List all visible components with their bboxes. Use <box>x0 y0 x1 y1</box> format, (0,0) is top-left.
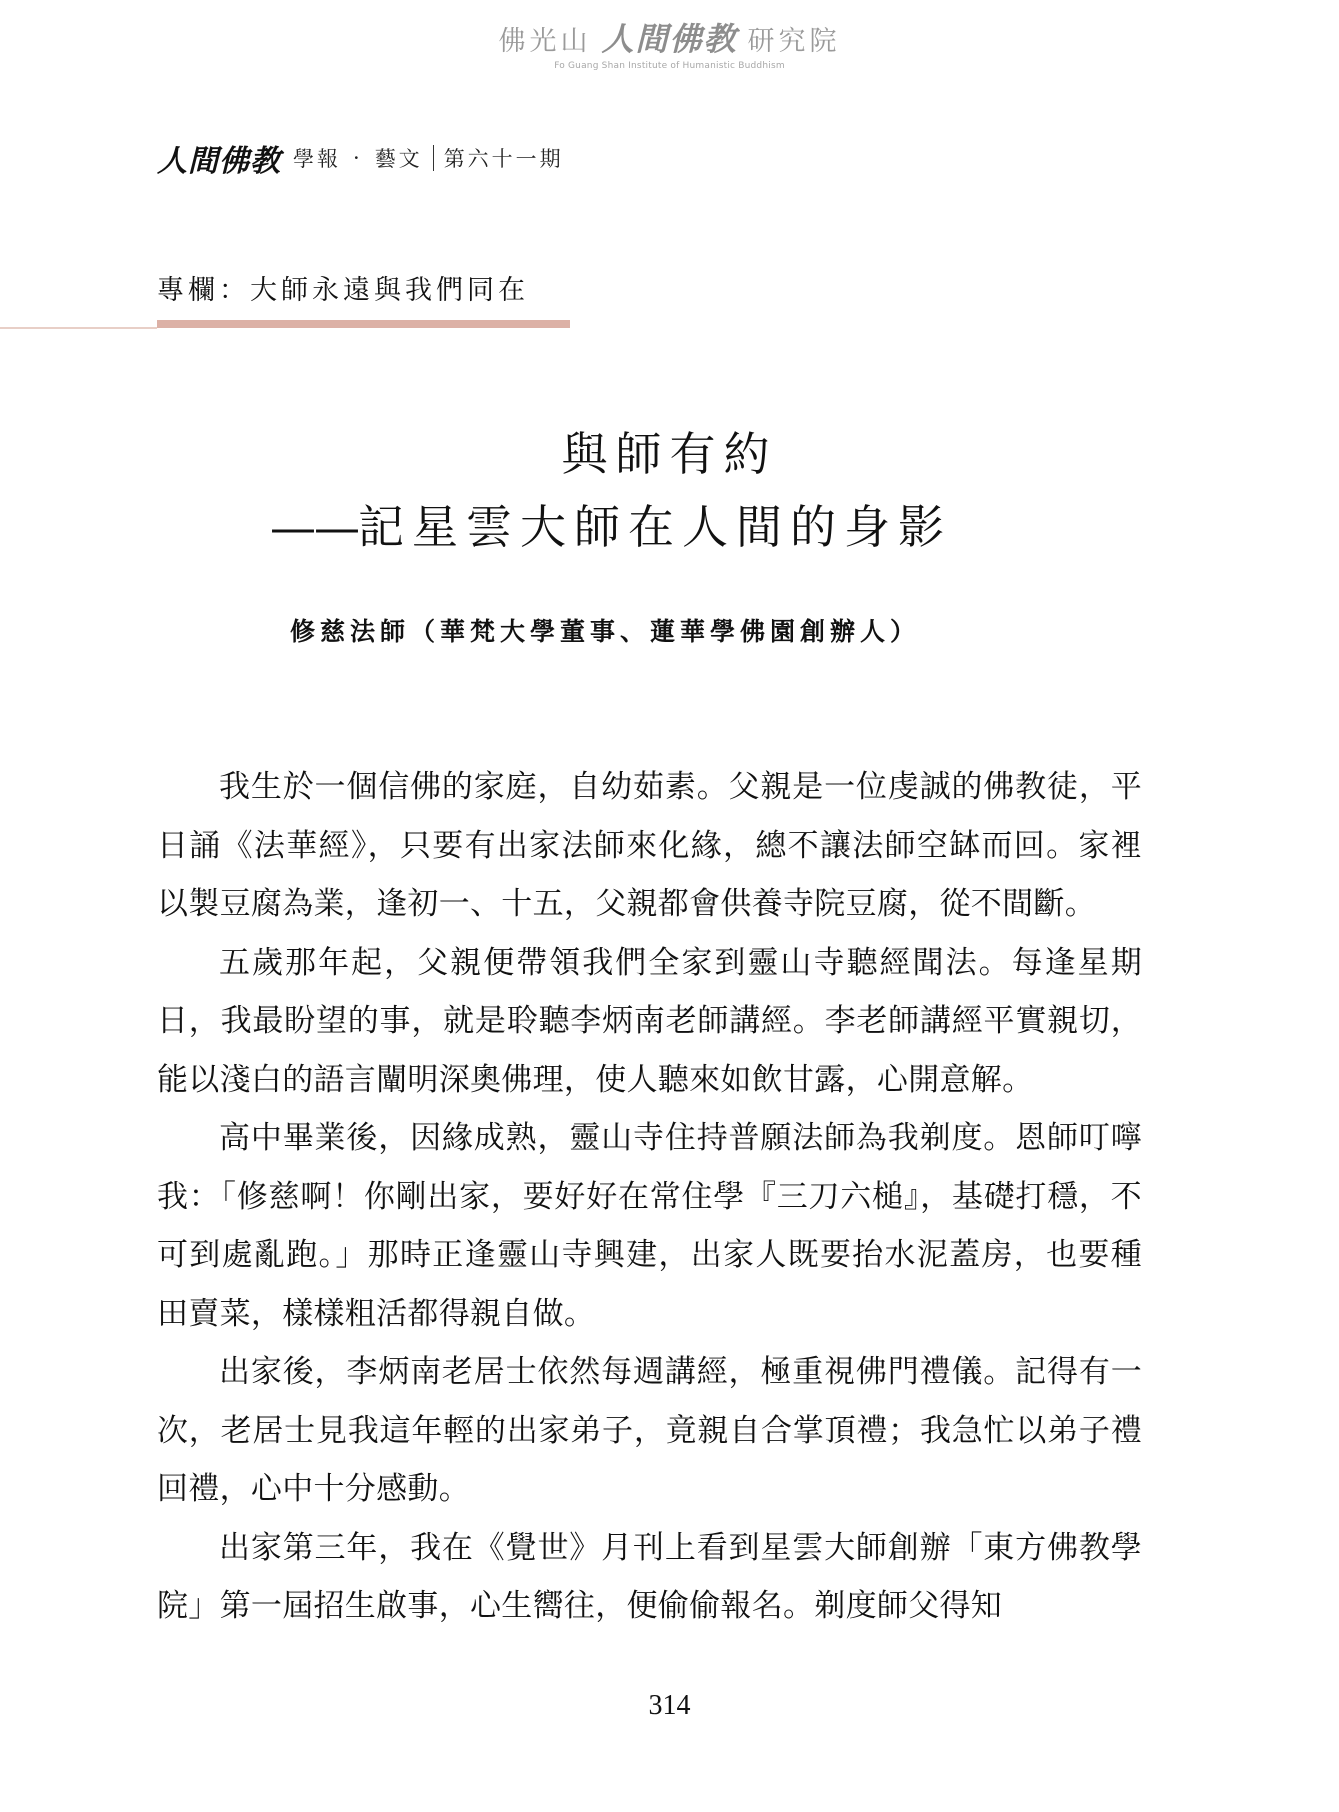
institute-suffix: 研究院 <box>747 26 841 57</box>
article-subtitle <box>270 491 1070 557</box>
paragraph: 我生於一個信佛的家庭，自幼茹素。父親是一位虔誠的佛教徒，平日誦《法華經》，只要有出家法師來化緣，總不讓法師空缽而回。家裡以製豆腐為業，逢初一、十五，父親都會供養寺院豆腐，從不間斷。 <box>157 769 1142 922</box>
separator-bar <box>433 145 434 171</box>
article-title: 與師有約 <box>561 427 778 481</box>
journal-logo: 人間佛教 <box>157 144 281 179</box>
section-name: 藝文 <box>374 147 423 171</box>
subtitle-text: 記星雲大師在人間的身影 <box>358 500 952 554</box>
institute-prefix: 佛光山 <box>498 26 592 57</box>
institute-header <box>0 22 1339 71</box>
institute-english-name: Fo Guang Shan Institute of Humanistic Buddhism <box>554 61 785 71</box>
paragraph: 出家第三年，我在《覺世》月刊上看到星雲大師創辦「東方佛教學院」第一屆招生啟事，心生嚮往，便偷偷報名。剃度師父得知 <box>157 1529 1142 1624</box>
issue-number: 第六十一期 <box>443 147 564 171</box>
institute-brand: 人間佛教 <box>601 20 738 58</box>
paragraph: 出家後，李炳南老居士依然每週講經，極重視佛門禮儀。記得有一次，老居士見我這年輕的出家弟子，竟親自合掌頂禮；我急忙以弟子禮回禮，心中十分感動。 <box>157 1354 1142 1507</box>
column-rule-thin <box>0 327 157 329</box>
separator-dot: · <box>353 146 363 170</box>
subtitle-dash: —— <box>270 500 358 554</box>
institute-logo <box>0 22 1339 59</box>
article-body <box>157 758 1142 1636</box>
page-number: 314 <box>648 1690 691 1721</box>
journal-name: 學報 <box>293 147 341 171</box>
paragraph: 五歲那年起，父親便帶領我們全家到靈山寺聽經聞法。每逢星期日，我最盼望的事，就是聆聽李炳南老師講經。李老師講經平實親切，能以淺白的語言闡明深奧佛理，使人聽來如飲甘露，心開意解。 <box>157 944 1142 1098</box>
author-line: 修慈法師（華梵大學董事、蓮華學佛園創辦人） <box>290 617 921 646</box>
paragraph: 高中畢業後，因緣成熟，靈山寺住持普願法師為我剃度。恩師叮嚀我：「修慈啊！你剛出家，要好好在常住學『三刀六槌』，基礎打穩，不可到處亂跑。」那時正逢靈山寺興建，出家人既要抬水泥蓋房，也要種田賣菜，樣樣粗活都得親自做。 <box>157 1120 1142 1332</box>
column-title: 專欄：大師永遠與我們同在 <box>157 275 529 306</box>
running-head <box>157 140 564 179</box>
column-rule-accent <box>157 320 570 328</box>
